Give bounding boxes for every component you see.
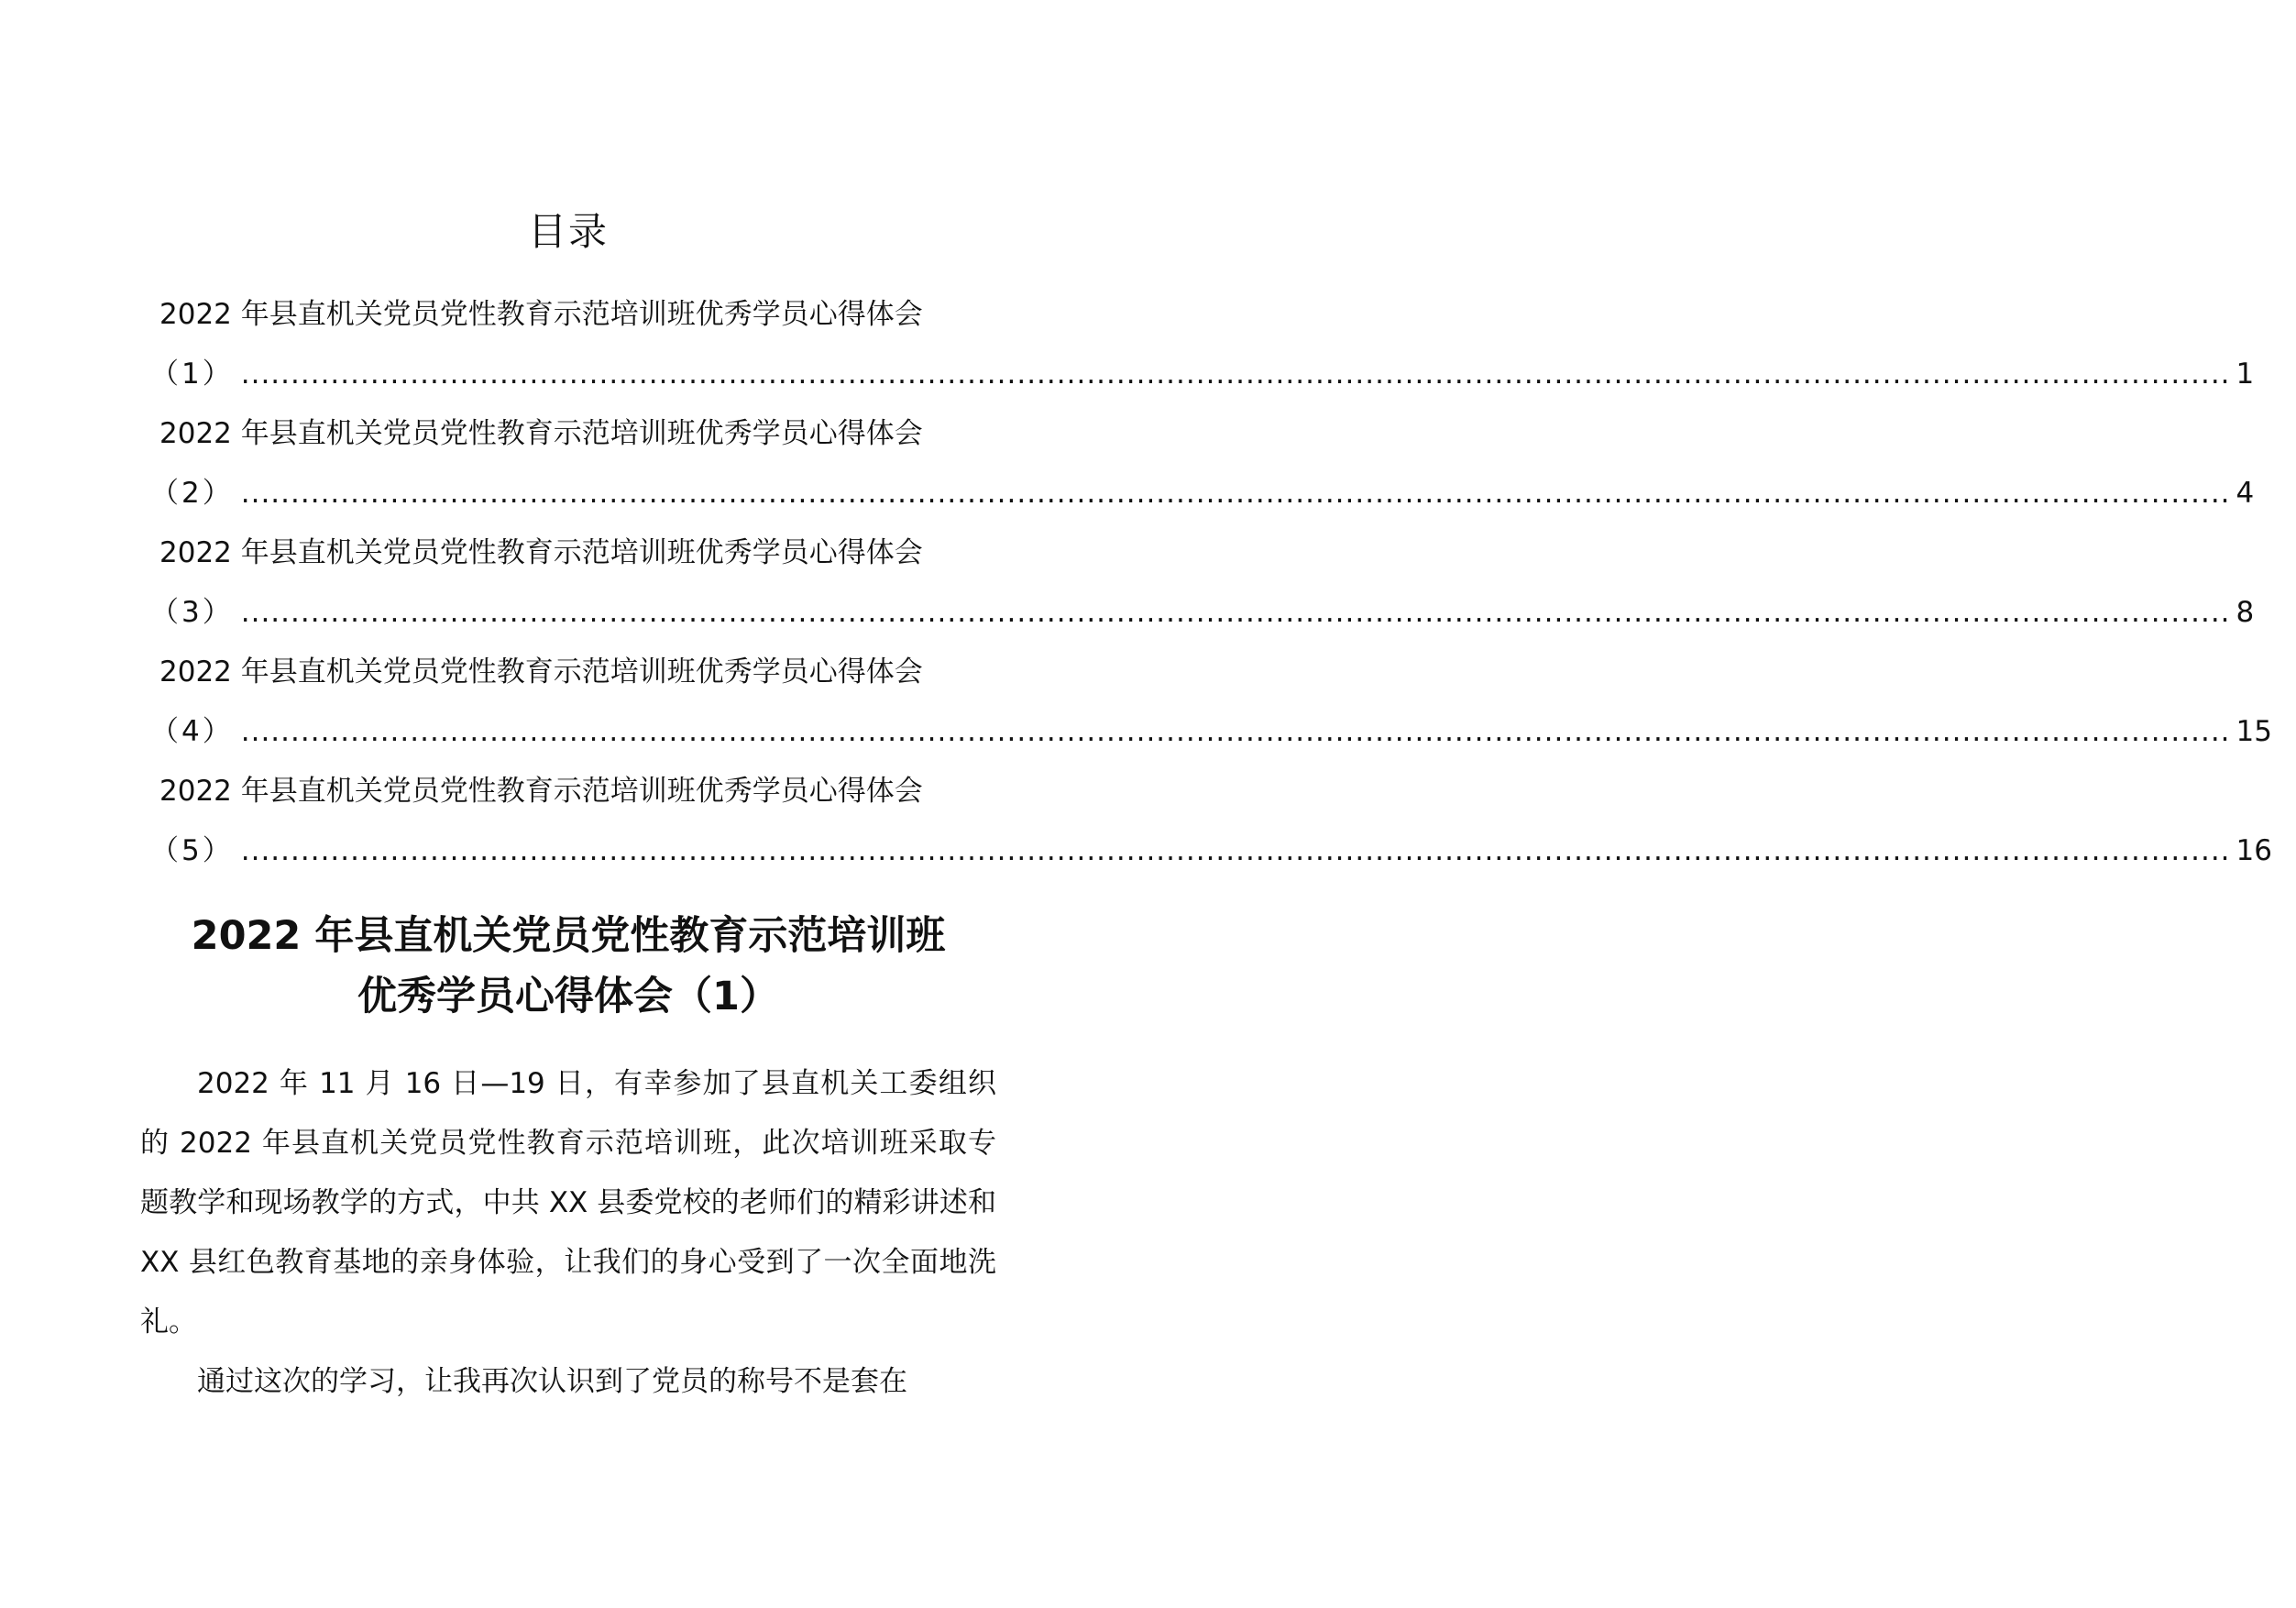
toc-page-number: 16	[2236, 834, 2272, 867]
toc-leader-dots: ........................................................................................................................................................................................................	[240, 834, 2231, 867]
article-title-line-2: 优秀学员心得体会（1）	[357, 974, 779, 1019]
toc-entry-5[interactable]	[150, 768, 2272, 887]
table-of-contents	[150, 292, 2272, 887]
toc-title: 目录	[527, 209, 609, 254]
toc-page-number: 4	[2236, 477, 2255, 510]
paragraph: 通过这次的学习，让我再次认识到了党员的称号不是套在	[197, 1365, 907, 1398]
toc-entry-4[interactable]	[150, 649, 2272, 768]
toc-entry-title: 2022 年县直机关党员党性教育示范培训班优秀学员心得体会	[159, 536, 923, 569]
toc-page-number: 8	[2236, 596, 2255, 629]
toc-leader-dots: ........................................................................................................................................................................................................	[240, 477, 2231, 510]
toc-entry-2[interactable]	[150, 411, 2255, 530]
toc-entry-number: （4）	[150, 715, 234, 748]
article-title-line-1: 2022 年县直机关党员党性教育示范培训班	[191, 913, 946, 959]
toc-leader-dots: ........................................................................................................................................................................................................	[240, 596, 2231, 629]
toc-entry-3[interactable]	[150, 530, 2255, 649]
toc-entry-title: 2022 年县直机关党员党性教育示范培训班优秀学员心得体会	[159, 775, 923, 808]
toc-leader-dots: ........................................................................................................................................................................................................	[240, 358, 2231, 391]
article-title	[137, 906, 999, 1027]
toc-entry-number: （3）	[150, 596, 234, 629]
toc-page-number: 1	[2236, 358, 2255, 391]
toc-entry-number: （2）	[150, 477, 234, 510]
article-body	[140, 1054, 996, 1412]
toc-page-number: 15	[2236, 715, 2272, 748]
toc-entry-number: （1）	[150, 358, 234, 391]
toc-leader-dots: ........................................................................................................................................................................................................	[240, 715, 2231, 748]
toc-entry-1[interactable]	[150, 292, 2255, 411]
toc-entry-title: 2022 年县直机关党员党性教育示范培训班优秀学员心得体会	[159, 417, 923, 450]
toc-entry-title: 2022 年县直机关党员党性教育示范培训班优秀学员心得体会	[159, 298, 923, 331]
toc-entry-title: 2022 年县直机关党员党性教育示范培训班优秀学员心得体会	[159, 655, 923, 688]
toc-entry-number: （5）	[150, 834, 234, 867]
paragraph: 2022 年 11 月 16 日—19 日，有幸参加了县直机关工委组织的 2022 年县直机关党员党性教育示范培训班，此次培训班采取专题教学和现场教学的方式，中共 XX 县委党校的老师们的精彩讲述和 XX 县红色教育基地的亲身体验，让我们的身心受到了一次全面地洗礼。	[140, 1067, 996, 1338]
